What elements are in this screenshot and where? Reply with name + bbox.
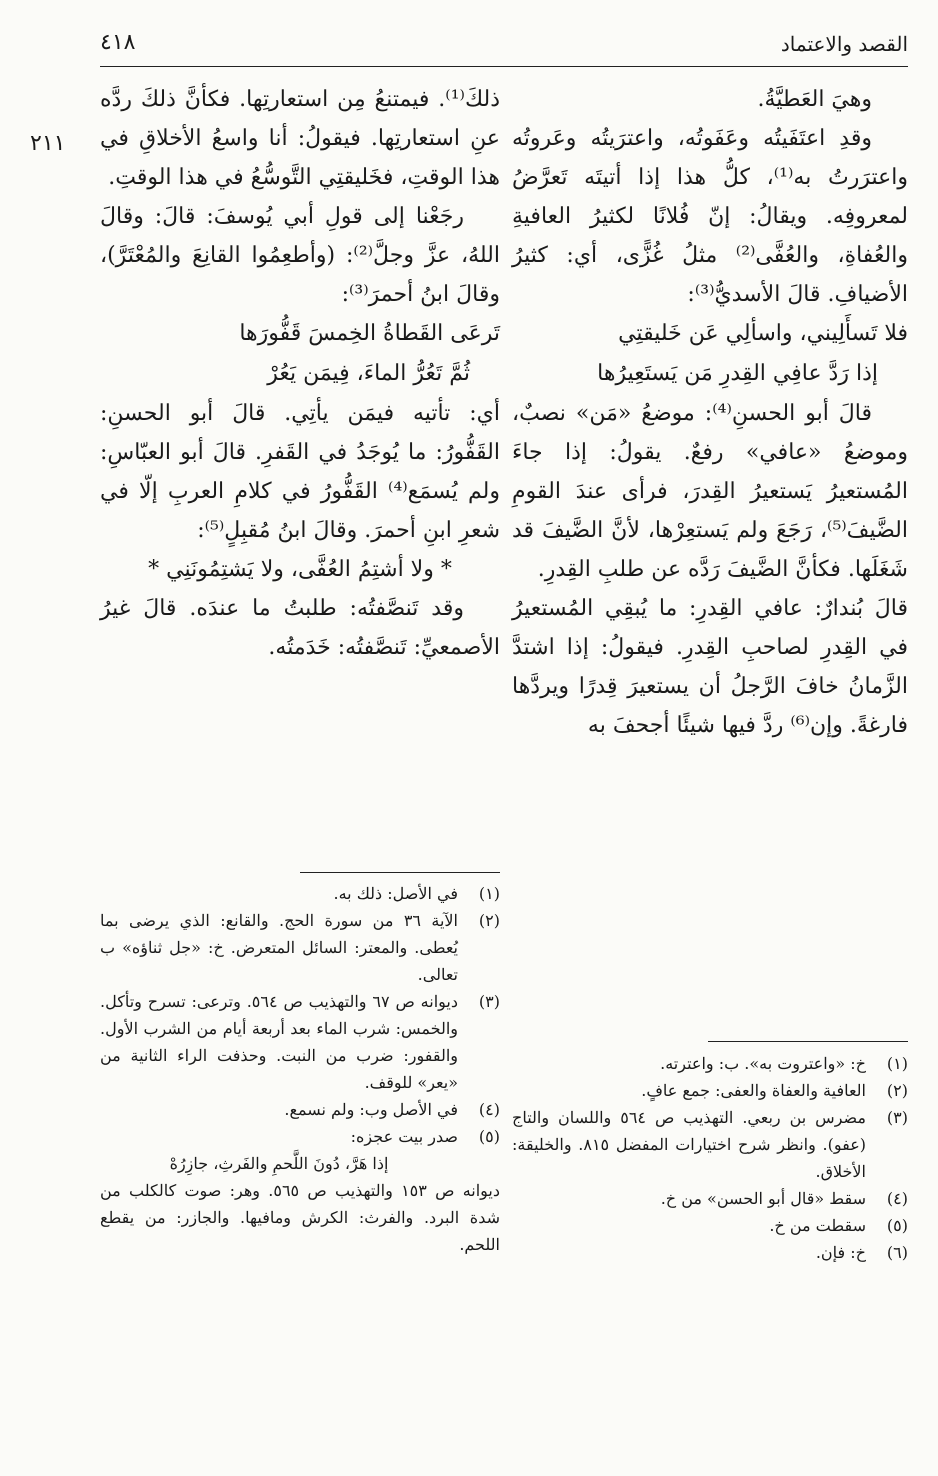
- footnote: [512, 1239, 908, 1266]
- footnote-number: (١): [478, 884, 500, 903]
- footnote: [100, 988, 500, 1096]
- footnote: [512, 1077, 908, 1104]
- footnote-text: خ: فإن.: [815, 1243, 866, 1262]
- footnote-text: سقط «قال أبو الحسن» من خ.: [660, 1189, 866, 1208]
- page-header: [100, 28, 908, 64]
- header-rule: [100, 66, 908, 67]
- footnote-text: العافية والعفاة والعفى: جمع عافٍ.: [641, 1081, 866, 1100]
- footnote-continuation: [100, 1177, 500, 1258]
- footnote: [512, 1212, 908, 1239]
- footnote: [512, 1185, 908, 1212]
- footnote-number: (٥): [886, 1216, 908, 1235]
- page-number: ٤١٨: [100, 30, 136, 55]
- footnote-rule-left: [300, 872, 500, 873]
- footnote-text: خ: «واعتروت به». ب: واعترته.: [660, 1054, 866, 1073]
- paragraph: قالَ أبو الحسنِ⁽⁴⁾: موضعُ «مَن» نصبٌ، وموضعُ «عافي» رفعٌ. يقولُ: إذا جاءَ المُستعيرُ يَستعيرُ القِدرَ، فرأى عندَ القومِ الضَّيفَ⁽⁵⁾، رَجَعَ ولم يَستعِرْها، لأنَّ الضَّيفَ قد شَغَلَها. فكأنَّ الضَّيفَ رَدَّه عن طلبِ القِدرِ.: [512, 401, 908, 582]
- footnote-verse: إذا هَرَّ، دُونَ اللَّحمِ والفَرثِ، جازِرُهْ: [169, 1154, 389, 1173]
- footnote: [512, 1104, 908, 1185]
- footnote-number: (١): [886, 1054, 908, 1073]
- running-title: القصد والاعتماد: [780, 32, 908, 56]
- footnotes-left: [100, 880, 500, 1258]
- verse-line: ثُمَّ تَعُرُّ الماءَ، فِيمَن يَعُرْ: [267, 361, 470, 386]
- paragraph: ذلكَ⁽¹⁾. فيمتنعُ مِن استعارتِها. فكأنَّ ذلكَ ردَّه عنِ استعارتِها. فيقولُ: أنا واسعُ الأخلاقِ في هذا الوقتِ، فخَليقتِي التَّوسُّعُ في هذا الوقتِ.: [100, 87, 500, 190]
- verse-line: * ولا أشتِمُ العُفَّى، ولا يَشتِمُونَنِي *: [148, 557, 452, 582]
- footnote: [100, 907, 500, 988]
- footnote: [100, 880, 500, 907]
- footnote-text: ديوانه ص ٦٧ والتهذيب ص ٥٦٤. وترعى: تسرح وتأكل. والخمس: شرب الماء بعد أربعة أيام من الشرب الأول. والقفور: ضرب من النبت. وحذفت الراء الثانية من «يعر» للوقف.: [100, 992, 458, 1092]
- footnote-text: سقطت من خ.: [769, 1216, 866, 1235]
- footnote-text: في الأصل وب: ولم نسمع.: [284, 1100, 458, 1119]
- footnote: [512, 1050, 908, 1077]
- footnote-text: الآية ٣٦ من سورة الحج. والقانع: الذي يرضى بما يُعطى. والمعتر: السائل المتعرض. خ: «جل ثناؤه» ب تعالى.: [100, 911, 459, 984]
- verse-line: تَرعَى القَطاةُ الخِمسَ قَفُّورَها: [239, 321, 500, 346]
- paragraph: وقد تَنصَّفتُه: طلبتُ ما عندَه. قالَ غيرُ الأصمعيِّ: تَنصَّفتُه: خَدَمتُه.: [100, 596, 500, 660]
- left-column: [100, 80, 500, 667]
- footnote-text: ديوانه ص ١٥٣ والتهذيب ص ٥٦٥. وهر: صوت كالكلب من شدة البرد. والفرث: الكرش ومافيها. والجازر: من يقطع اللحم.: [100, 1181, 501, 1254]
- paragraph: وقدِ اعتَفَيتُه وعَفَوتُه، واعترَيتُه وعَروتُه واعترَرتُ به⁽¹⁾، كلُّ هذا إذا أتيتَه تَعرَّضُ لمعروفِه. ويقالُ: إنّ فُلانًا لكثيرُ العافيةِ والعُفاةِ، والعُفَّى⁽²⁾ مثلُ غُزًّى، أي: كثيرُ الأضيافِ. قالَ الأسديُّ⁽³⁾:: [512, 126, 908, 307]
- footnotes-right: [512, 1050, 908, 1266]
- footnote-number: (٣): [478, 992, 500, 1011]
- paragraph: رجَعْنا إلى قولِ أبي يُوسفَ: قالَ: وقالَ اللهُ، عزَّ وجلَّ⁽²⁾: (وأطعِمُوا القانِعَ والمُعْتَرَّ)، وقالَ ابنُ أحمرَ⁽³⁾:: [100, 204, 500, 307]
- footnote: [100, 1123, 500, 1177]
- footnote-number: (٢): [886, 1081, 908, 1100]
- paragraph: قالَ بُندارٌ: عافي القِدرِ: ما يُبقِي المُستعيرُ في القِدرِ لصاحبِ القِدرِ. فيقولُ: إذا اشتدَّ الزَّمانُ خافَ الرَّجلُ أن يستعيرَ قِدرًا ويردَّها فارغةً. وإن⁽⁶⁾ ردَّ فيها شيئًا أجحفَ به: [512, 596, 908, 738]
- verse-line: فلا تَسأَلِيني، واسألِي عَن خَليقتِي: [618, 321, 908, 346]
- footnote-number: (٤): [478, 1100, 500, 1119]
- verse-line: إذا رَدَّ عافِي القِدرِ مَن يَستَعِيرُها: [597, 361, 878, 386]
- footnote-number: (٢): [478, 911, 500, 930]
- footnote-text: في الأصل: ذلك به.: [333, 884, 458, 903]
- footnote-number: (٤): [886, 1189, 908, 1208]
- paragraph: وهيَ العَطيَّةُ.: [757, 87, 872, 112]
- footnote-rule-right: [708, 1041, 908, 1042]
- footnote-number: (٥): [478, 1127, 500, 1146]
- margin-page-reference: ٢١١: [30, 131, 66, 156]
- footnote-text: صدر بيت عجزه:: [350, 1127, 458, 1146]
- footnote: [100, 1096, 500, 1123]
- right-column: [512, 80, 908, 745]
- footnote-number: (٣): [886, 1108, 908, 1127]
- footnote-number: (٦): [886, 1243, 908, 1262]
- footnote-text: مضرس بن ربعي. التهذيب ص ٥٦٤ واللسان والتاج (عفو). وانظر شرح اختيارات المفضل ٨١٥. والخليقة: الأخلاق.: [512, 1108, 867, 1181]
- paragraph: أي: تأتيه فيمَن يأتِي. قالَ أبو الحسنِ: القَفُّورُ: ما يُوجَدُ في القَفرِ. قالَ أبو العبّاسِ: ولم يُسمَع⁽⁴⁾ القَفُّورُ في كلامِ العربِ إلّا في شعرِ ابنِ أحمرَ. وقالَ ابنُ مُقبِلٍ⁽⁵⁾:: [100, 401, 500, 543]
